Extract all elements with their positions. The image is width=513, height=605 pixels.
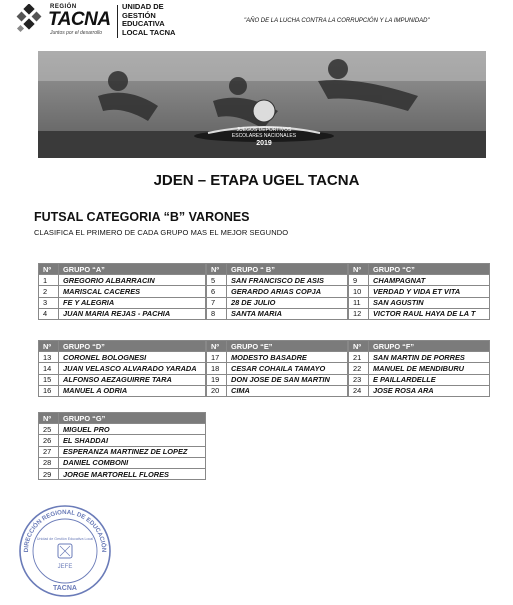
table-row: 18 CESAR COHAILA TAMAYO bbox=[207, 363, 348, 374]
group-header: GRUPO “E” bbox=[227, 341, 348, 352]
table-row: 27 ESPERANZA MARTINEZ DE LOPEZ bbox=[39, 446, 206, 457]
num-header: Nº bbox=[207, 341, 227, 352]
table-row: 23 E PAILLARDELLE bbox=[349, 374, 490, 385]
num-header: Nº bbox=[39, 341, 59, 352]
ugel-line-1: UNIDAD DE bbox=[122, 2, 164, 11]
table-row: 25 MIGUEL PRO bbox=[39, 424, 206, 435]
stamp-ring-text: DIRECCIÓN REGIONAL DE EDUCACIÓN bbox=[22, 508, 108, 553]
table-row: 14 JUAN VELASCO ALVARADO YARADA bbox=[39, 363, 206, 374]
table-row: 4 JUAN MARIA REJAS - PACHIA bbox=[39, 308, 206, 319]
region-name: TACNA bbox=[48, 9, 111, 30]
table-row: 26 EL SHADDAI bbox=[39, 435, 206, 446]
group-g-table bbox=[38, 412, 206, 480]
group-header: GRUPO “A” bbox=[59, 264, 206, 275]
region-label: REGIÓN bbox=[50, 4, 77, 10]
group-header: GRUPO “F” bbox=[369, 341, 490, 352]
group-a-table bbox=[38, 263, 206, 320]
table-row: 6 GERARDO ARIAS COPJA bbox=[207, 286, 348, 297]
group-b-table bbox=[206, 263, 348, 320]
num-header: Nº bbox=[207, 264, 227, 275]
ugel-name bbox=[122, 3, 175, 37]
table-row: 1 GREGORIO ALBARRACIN bbox=[39, 275, 206, 286]
table-row: 10 VERDAD Y VIDA ET VITA bbox=[349, 286, 490, 297]
svg-text:DIRECCIÓN REGIONAL DE EDUCACIÓ bbox=[23, 509, 108, 553]
ugel-line-2: GESTIÓN bbox=[122, 10, 156, 20]
group-c-table bbox=[348, 263, 490, 320]
table-row: 16 MANUEL A ODRIA bbox=[39, 385, 206, 396]
ugel-line-4: LOCAL TACNA bbox=[122, 27, 176, 37]
banner-logo-line2: ESCOLARES NACIONALES bbox=[231, 133, 297, 139]
qualification-note: CLASIFICA EL PRIMERO DE CADA GRUPO MAS EL MEJOR SEGUNDO bbox=[34, 228, 289, 237]
group-e-table bbox=[206, 340, 348, 397]
table-row: 2 MARISCAL CACERES bbox=[39, 286, 206, 297]
page-title: JDEN – ETAPA UGEL TACNA bbox=[153, 172, 360, 189]
table-row: 12 VICTOR RAUL HAYA DE LA T bbox=[349, 308, 490, 319]
table-row: 8 SANTA MARIA bbox=[207, 308, 348, 319]
year-motto: "AÑO DE LA LUCHA CONTRA LA CORRUPCIÓN Y LA IMPUNIDAD" bbox=[244, 18, 430, 24]
page-header bbox=[0, 0, 513, 46]
region-tagline: Juntos por el desarrollo bbox=[50, 30, 102, 36]
ugel-line-3: EDUCATIVA bbox=[122, 19, 165, 28]
num-header: Nº bbox=[349, 264, 369, 275]
group-d-table bbox=[38, 340, 206, 397]
table-row: 21 SAN MARTIN DE PORRES bbox=[349, 352, 490, 363]
table-row: 19 DON JOSE DE SAN MARTIN bbox=[207, 374, 348, 385]
table-row: 5 SAN FRANCISCO DE ASIS bbox=[207, 275, 348, 286]
category-subtitle: FUTSAL CATEGORIA “B” VARONES bbox=[34, 210, 250, 224]
header-divider bbox=[117, 5, 118, 38]
group-header: GRUPO “G” bbox=[59, 413, 206, 424]
table-row: 13 CORONEL BOLOGNESI bbox=[39, 352, 206, 363]
table-row: 17 MODESTO BASADRE bbox=[207, 352, 348, 363]
table-row: 24 JOSE ROSA ARA bbox=[349, 385, 490, 396]
stamp-inner-text: Unidad de Gestión Educativa Local bbox=[36, 537, 94, 541]
banner-logo-line1: JUEGOS DEPORTIVOS bbox=[236, 127, 292, 133]
num-header: Nº bbox=[39, 264, 59, 275]
num-header: Nº bbox=[39, 413, 59, 424]
event-banner bbox=[38, 51, 486, 158]
table-row: 3 FE Y ALEGRIA bbox=[39, 297, 206, 308]
official-seal-stamp bbox=[18, 504, 112, 598]
num-header: Nº bbox=[349, 341, 369, 352]
group-header: GRUPO “ B” bbox=[227, 264, 348, 275]
stamp-bottom-text: TACNA bbox=[53, 585, 77, 592]
table-row: 11 SAN AGUSTIN bbox=[349, 297, 490, 308]
group-header: GRUPO “D” bbox=[59, 341, 206, 352]
table-row: 9 CHAMPAGNAT bbox=[349, 275, 490, 286]
group-f-table bbox=[348, 340, 490, 397]
table-row: 22 MANUEL DE MENDIBURU bbox=[349, 363, 490, 374]
table-row: 7 28 DE JULIO bbox=[207, 297, 348, 308]
table-row: 29 JORGE MARTORELL FLORES bbox=[39, 468, 206, 479]
games-emblem-icon bbox=[253, 100, 275, 122]
table-row: 15 ALFONSO AEZAGUIRRE TARA bbox=[39, 374, 206, 385]
table-row: 28 DANIEL COMBONI bbox=[39, 457, 206, 468]
table-row: 20 CIMA bbox=[207, 385, 348, 396]
group-header: GRUPO “C” bbox=[369, 264, 490, 275]
banner-logo-year: 2019 bbox=[256, 140, 272, 147]
stamp-role: JEFE bbox=[57, 564, 73, 570]
region-logo-icon bbox=[14, 4, 44, 34]
